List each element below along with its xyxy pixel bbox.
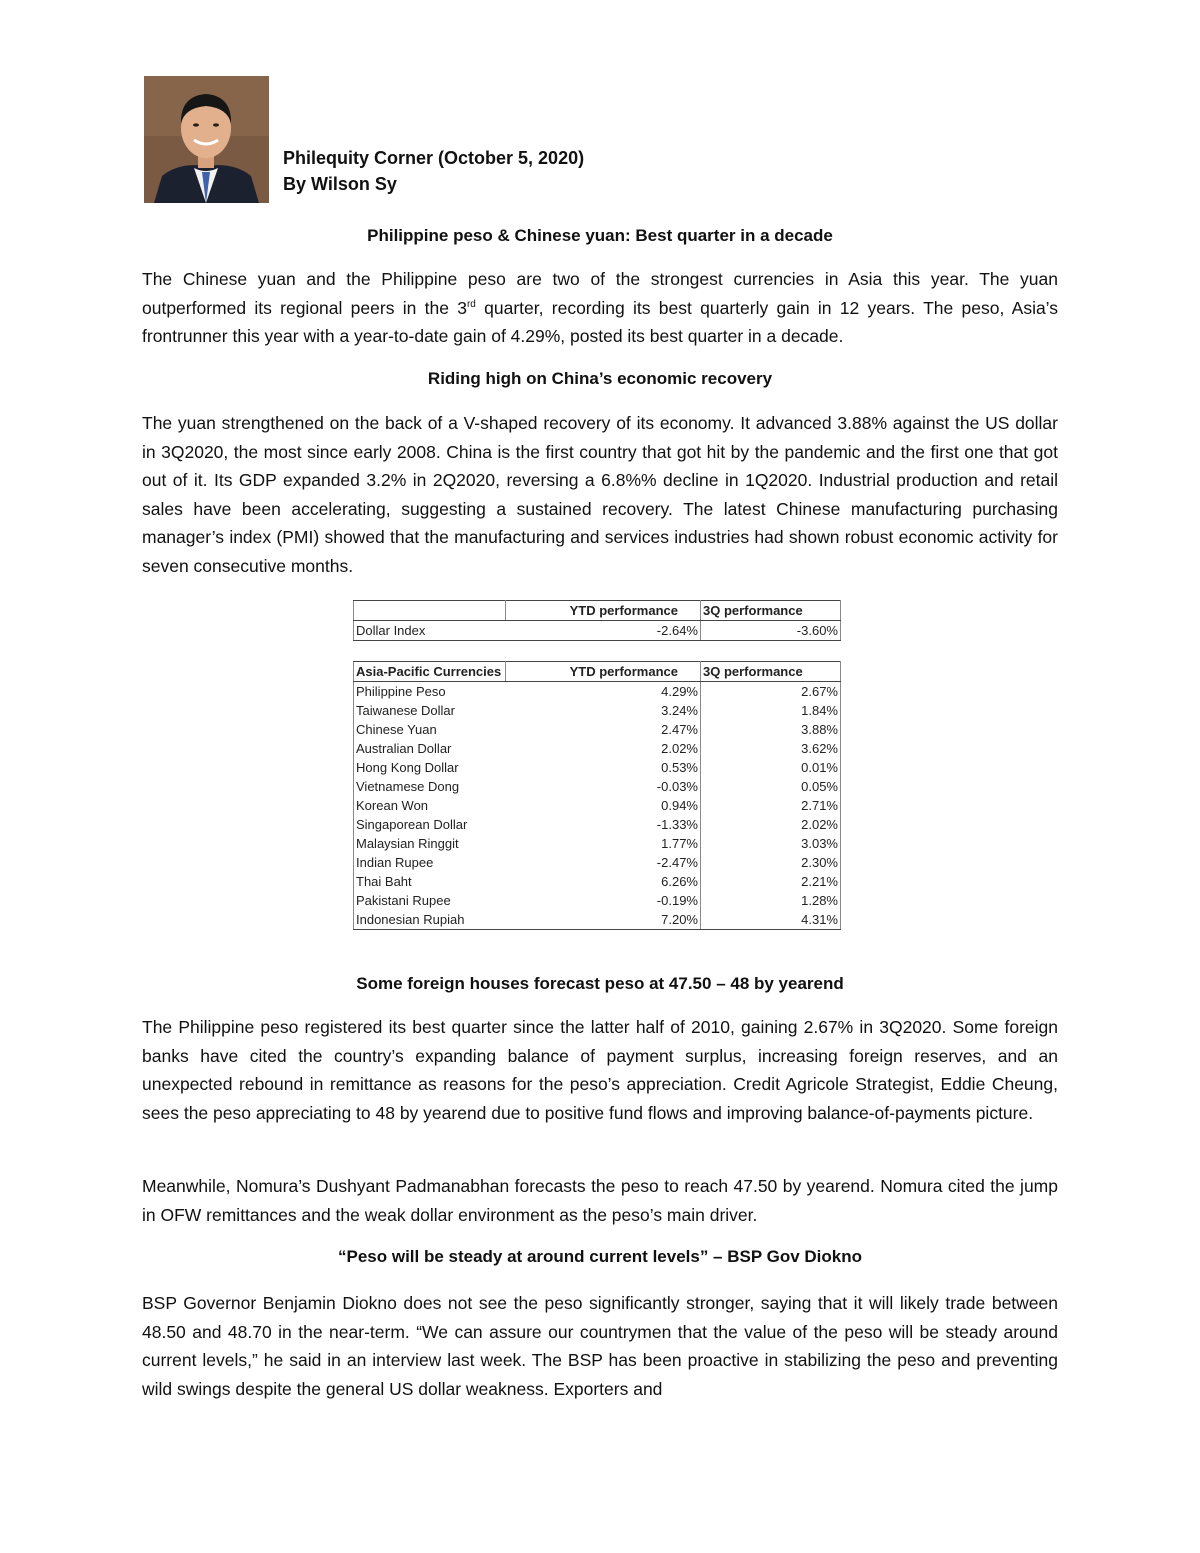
currency-name: Hong Kong Dollar bbox=[354, 758, 506, 777]
china-recovery-paragraph: The yuan strengthened on the back of a V-shaped recovery of its economy. It advanced 3.88% against the US dollar in 3Q2020, the most since early 2008. China is the first country that got hit by the pandemic and the first one that got out of it. Its GDP expanded 3.2% in 2Q2020, reversing a 6.8%% decline in 1Q2020. Industrial production and retail sales have been accelerating, suggesting a sustained recovery. The latest Chinese manufacturing purchasing manager’s index (PMI) showed that the manufacturing and services industries had shown robust economic activity for seven consecutive months. bbox=[142, 413, 1058, 576]
3q-value: 4.31% bbox=[701, 910, 841, 930]
asia-currencies-table bbox=[353, 661, 841, 930]
3q-value: 3.62% bbox=[701, 739, 841, 758]
currency-name: Philippine Peso bbox=[354, 682, 506, 702]
ytd-value: -2.47% bbox=[506, 853, 701, 872]
table-row bbox=[354, 891, 841, 910]
currency-name: Vietnamese Dong bbox=[354, 777, 506, 796]
ordinal-suffix: rd bbox=[466, 298, 476, 310]
author-name: By Wilson Sy bbox=[283, 174, 397, 194]
table-row bbox=[354, 739, 841, 758]
asia-table-header-currency: Asia-Pacific Currencies bbox=[354, 662, 506, 682]
table-row bbox=[354, 777, 841, 796]
currency-name: Singaporean Dollar bbox=[354, 815, 506, 834]
table-row bbox=[354, 758, 841, 777]
ytd-value: 2.02% bbox=[506, 739, 701, 758]
currency-name: Dollar Index bbox=[354, 621, 506, 641]
currency-name: Indian Rupee bbox=[354, 853, 506, 872]
currency-name: Malaysian Ringgit bbox=[354, 834, 506, 853]
table-row bbox=[354, 834, 841, 853]
3q-value: 2.02% bbox=[701, 815, 841, 834]
dollar-index-table bbox=[353, 600, 841, 641]
ytd-value: 7.20% bbox=[506, 910, 701, 930]
3q-value: 0.01% bbox=[701, 758, 841, 777]
dollar-table-header bbox=[354, 601, 841, 621]
3q-value: 0.05% bbox=[701, 777, 841, 796]
ytd-value: 0.53% bbox=[506, 758, 701, 777]
ytd-value: -0.19% bbox=[506, 891, 701, 910]
3q-value: 1.84% bbox=[701, 701, 841, 720]
ytd-value: 1.77% bbox=[506, 834, 701, 853]
table-row bbox=[354, 621, 841, 641]
ytd-value: 6.26% bbox=[506, 872, 701, 891]
3q-value: 2.30% bbox=[701, 853, 841, 872]
byline bbox=[283, 145, 584, 197]
ytd-value: 3.24% bbox=[506, 701, 701, 720]
dollar-table-header-blank bbox=[354, 601, 506, 621]
currency-name: Korean Won bbox=[354, 796, 506, 815]
nomura-paragraph: Meanwhile, Nomura’s Dushyant Padmanabhan forecasts the peso to reach 47.50 by yearend. Nomura cited the jump in OFW remittances and the weak dollar environment as the peso’s main driver. bbox=[142, 1176, 1058, 1225]
section-heading-bsp: “Peso will be steady at around current levels” – BSP Gov Diokno bbox=[337, 1247, 862, 1266]
currency-name: Chinese Yuan bbox=[354, 720, 506, 739]
column-title: Philequity Corner (October 5, 2020) bbox=[283, 148, 585, 168]
currency-name: Australian Dollar bbox=[354, 739, 506, 758]
author-portrait-image bbox=[144, 76, 269, 203]
currency-name: Taiwanese Dollar bbox=[354, 701, 506, 720]
table-row bbox=[354, 682, 841, 702]
section-heading-forecast: Some foreign houses forecast peso at 47.50 – 48 by yearend bbox=[356, 974, 844, 993]
3q-value: 3.03% bbox=[701, 834, 841, 853]
table-row bbox=[354, 872, 841, 891]
table-row bbox=[354, 720, 841, 739]
3q-value: 2.71% bbox=[701, 796, 841, 815]
3q-value: 3.88% bbox=[701, 720, 841, 739]
bsp-paragraph: BSP Governor Benjamin Diokno does not see the peso significantly stronger, saying that it will likely trade between 48.50 and 48.70 in the near-term. “We can assure our countrymen that the value of the peso will be steady around current levels,” he said in an interview last week. The BSP has been proactive in stabilizing the peso and preventing wild swings despite the general US dollar weakness. Exporters and bbox=[142, 1293, 1058, 1399]
dollar-table-header-ytd: YTD performance bbox=[506, 601, 701, 621]
table-row bbox=[354, 815, 841, 834]
ytd-value: -1.33% bbox=[506, 815, 701, 834]
intro-paragraph bbox=[142, 265, 1058, 351]
currency-name: Pakistani Rupee bbox=[354, 891, 506, 910]
asia-table-header-3q: 3Q performance bbox=[701, 662, 841, 682]
ytd-value: -0.03% bbox=[506, 777, 701, 796]
intro-text-part-2: quarter, recording its best quarterly gain in 12 years. The peso, Asia’s frontrunner this year with a year-to-date gain of 4.29%, posted its best quarter in a decade. bbox=[142, 297, 1059, 346]
currency-name: Thai Baht bbox=[354, 872, 506, 891]
table-row bbox=[354, 910, 841, 930]
section-heading-china: Riding high on China’s economic recovery bbox=[427, 369, 773, 388]
table-row bbox=[354, 796, 841, 815]
intro-text-part-1: The Chinese yuan and the Philippine peso are two of the strongest currencies in Asia this year. The yuan outperformed its regional peers in the 3 bbox=[142, 269, 1058, 318]
asia-table-header bbox=[354, 662, 841, 682]
asia-table-header-ytd: YTD performance bbox=[506, 662, 701, 682]
3q-value: 2.21% bbox=[701, 872, 841, 891]
article-title: Philippine peso & Chinese yuan: Best quarter in a decade bbox=[367, 226, 833, 245]
dollar-table-header-3q: 3Q performance bbox=[701, 601, 841, 621]
ytd-value: 2.47% bbox=[506, 720, 701, 739]
3q-value: 1.28% bbox=[701, 891, 841, 910]
3q-value: 2.67% bbox=[701, 682, 841, 702]
author-photo bbox=[144, 76, 269, 203]
table-row bbox=[354, 853, 841, 872]
currency-name: Indonesian Rupiah bbox=[354, 910, 506, 930]
3q-value: -3.60% bbox=[701, 621, 841, 641]
table-row bbox=[354, 701, 841, 720]
ytd-value: 0.94% bbox=[506, 796, 701, 815]
ytd-value: 4.29% bbox=[506, 682, 701, 702]
ytd-value: -2.64% bbox=[506, 621, 701, 641]
peso-forecast-paragraph: The Philippine peso registered its best quarter since the latter half of 2010, gaining 2.67% in 3Q2020. Some foreign banks have cited the country’s expanding balance of payment surplus, increasing foreign reserves, and an unexpected rebound in remittance as reasons for the peso’s appreciation. Credit Agricole Strategist, Eddie Cheung, sees the peso appreciating to 48 by yearend due to positive fund flows and improving balance-of-payments picture. bbox=[142, 1017, 1058, 1123]
